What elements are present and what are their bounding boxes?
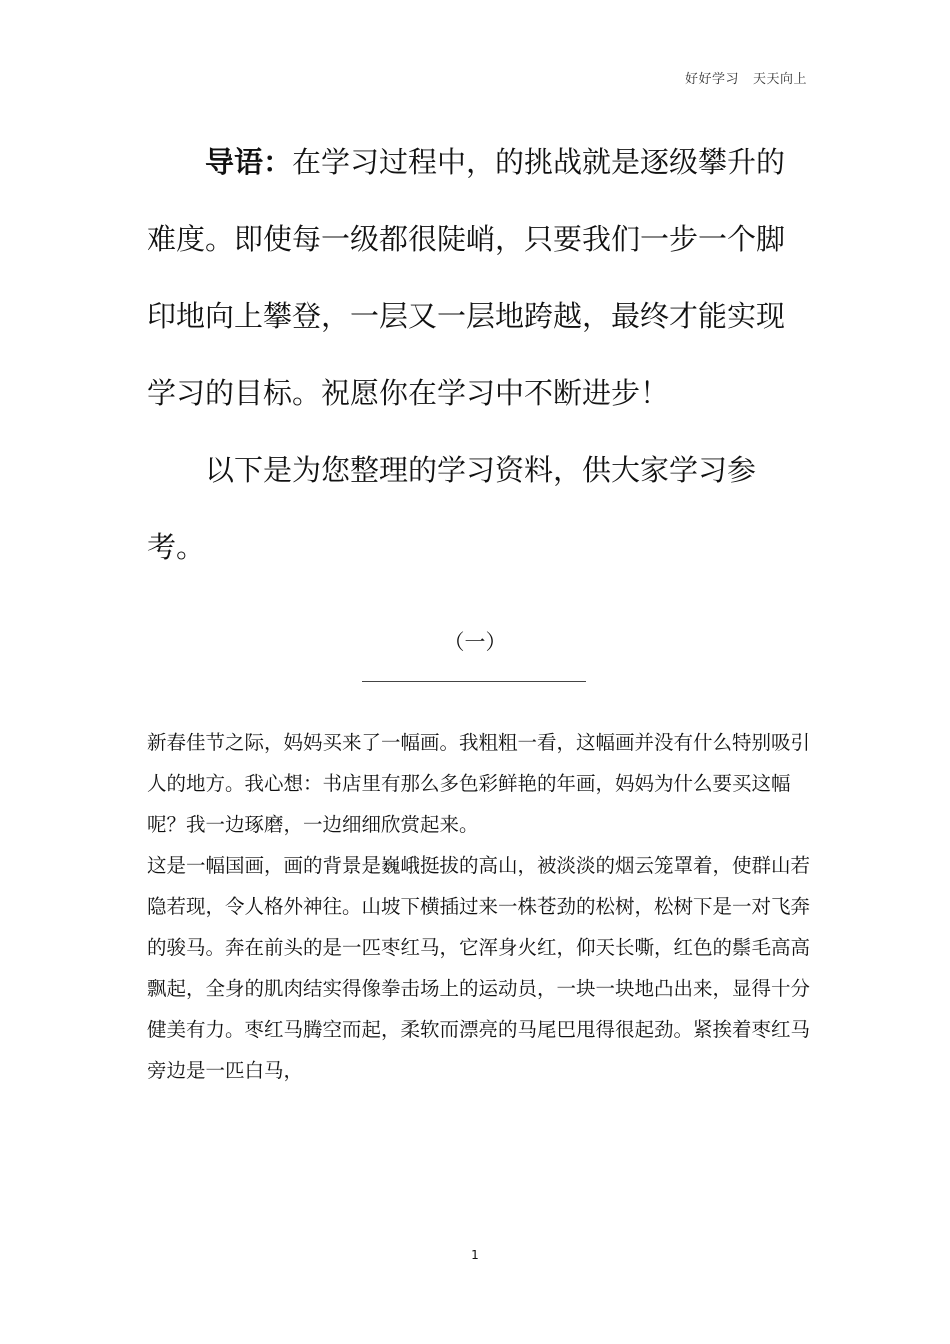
page-number: 1 — [471, 1248, 479, 1262]
intro-paragraph — [147, 124, 807, 432]
section-divider — [362, 681, 586, 682]
intro-reference-line: 以下是为您整理的学习资料，供大家学习参考。 — [147, 453, 757, 564]
section-title: （一） — [443, 630, 507, 654]
header-right-text: 天天向上 — [752, 72, 807, 87]
intro-lead: 导语： — [205, 145, 293, 179]
intro-text: 在学习过程中，的挑战就是逐级攀升的难度。即使每一级都很陡峭，只要我们一步一个脚印地向上攀登，一层又一层地跨越，最终才能实现学习的目标。祝愿你在学习中不断进步！ — [147, 145, 786, 410]
body-text — [147, 722, 812, 1091]
body-paragraph: 新春佳节之际，妈妈买来了一幅画。我粗粗一看，这幅画并没有什么特别吸引人的地方。我心想：书店里有那么多色彩鲜艳的年画，妈妈为什么要买这幅呢？我一边琢磨，一边细细欣赏起来。 — [147, 731, 811, 836]
header-left-text: 好好学习 — [684, 72, 739, 87]
intro-section — [147, 124, 807, 586]
body-paragraph: 这是一幅国画，画的背景是巍峨挺拔的高山，被淡淡的烟云笼罩着，使群山若隐若现，令人格外神往。山坡下横插过来一株苍劲的松树，松树下是一对飞奔的骏马。奔在前头的是一匹枣红马，它浑身火红，仰天长嘶，红色的鬃毛高高飘起，全身的肌肉结实得像拳击场上的运动员，一块一块地凸出来，显得十分健美有力。枣红马腾空而起，柔软而漂亮的马尾巴甩得很起劲。紧挨着枣红马旁边是一匹白马， — [147, 854, 811, 1082]
page-header — [685, 68, 807, 87]
